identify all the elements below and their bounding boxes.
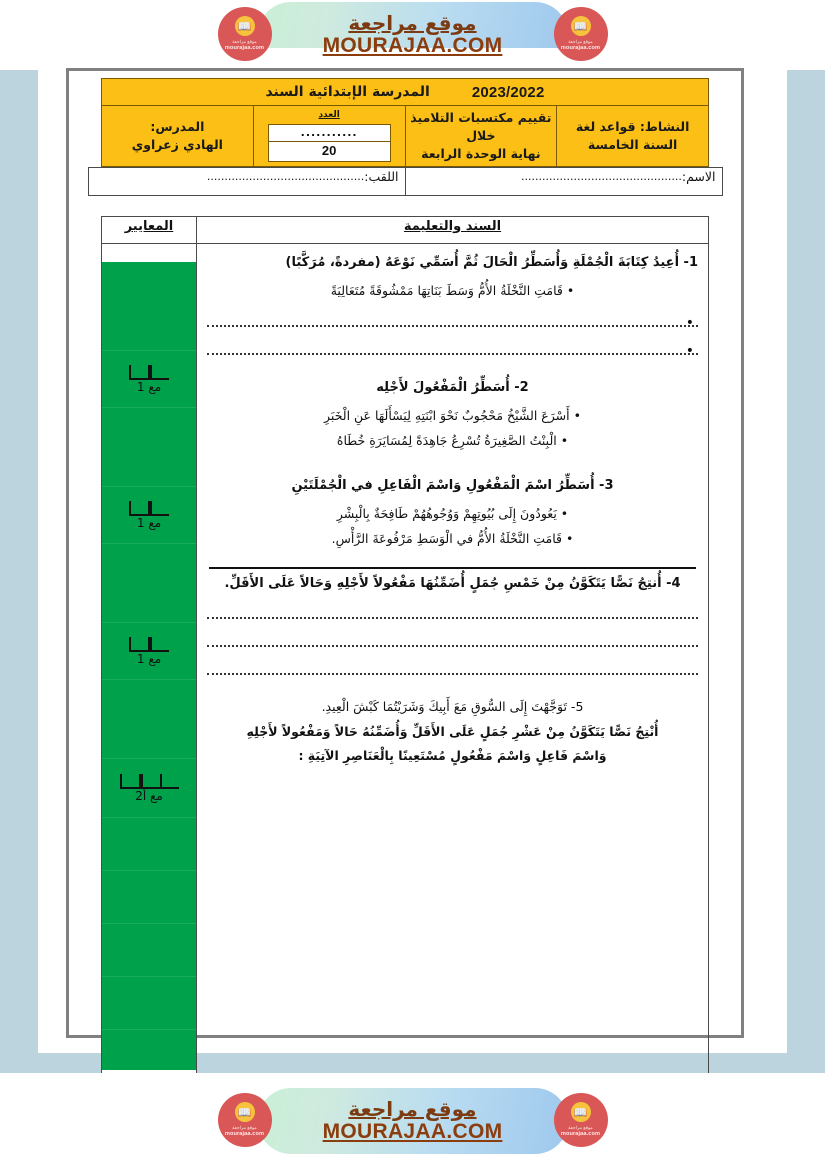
criteria-band-3[interactable] xyxy=(102,623,196,680)
mark-label-1: مع 1 xyxy=(136,379,162,394)
banner-site-url[interactable]: MOURAJAA.COM xyxy=(322,34,503,58)
criteria-band xyxy=(102,408,196,487)
question-3 xyxy=(207,475,698,551)
purpose-cell xyxy=(405,106,557,167)
mark-boxes[interactable] xyxy=(129,500,169,516)
student-identity-row xyxy=(88,167,723,196)
answer-line[interactable] xyxy=(207,645,698,647)
bullet-icon: • xyxy=(685,315,694,332)
logo-domain-label: mourajaa.com xyxy=(224,44,265,51)
mark-group-3[interactable] xyxy=(129,636,169,666)
question-5-title: 5- تَوَجَّهْتَ إِلَى السُّوقِ مَعَ أَبِيكَ وَشَرَيْتُمَا كَبْشَ الْعِيدِ. xyxy=(321,699,584,715)
mark-group-4[interactable] xyxy=(120,773,179,803)
criteria-green-strip xyxy=(102,262,196,1070)
teacher-cell xyxy=(102,106,254,167)
school-year-cell xyxy=(102,79,709,106)
logo-domain-label: mourajaa.com xyxy=(224,1130,265,1137)
score-input-box[interactable]: ........... xyxy=(268,124,391,142)
site-logo-left xyxy=(218,1093,272,1147)
question-2 xyxy=(207,377,698,453)
mark-boxes[interactable] xyxy=(120,773,179,789)
table-row xyxy=(102,106,709,167)
teacher-name: الهادي زعراوي xyxy=(131,137,223,152)
question-1-sentence-1: • قَامَتِ النَّخْلَةُ الأُمُّ وَسَطَ بَنَاتِهَا مَمْشُوقَةً مُتَعَالِيَةً xyxy=(330,283,575,299)
teacher-label: المدرس: xyxy=(150,118,205,134)
answer-line[interactable] xyxy=(207,315,698,332)
mark-boxes[interactable] xyxy=(129,364,169,380)
site-logo-right xyxy=(554,1093,608,1147)
question-5-line-1: أُنْتِجُ نَصًّا يَتَكَوَّنُ مِنْ عَشْرِ جُمَلٍ عَلَى الأَقَلِّ وَأُضَمِّنُهُ حَالاً وَمَفْعُولاً لأَجْلِهِ xyxy=(246,723,659,739)
criteria-band xyxy=(102,977,196,1030)
question-4-title: 4- أُنتِجُ نَصًّا يَتَكَوَّنُ مِنْ خَمْسِ جُمَلٍ أُضَمِّنُهَا مَفْعُولاً لأَجْلِهِ وَحَالاً عَلَى الأَقَلِّ. xyxy=(224,576,681,592)
exercise-table xyxy=(101,216,709,1097)
logo-arabic-label: موقع مراجعة xyxy=(568,1125,593,1131)
student-surname-dots: ............................................. xyxy=(206,170,365,183)
question-1 xyxy=(207,252,698,360)
student-name-dots: .............................................. xyxy=(521,170,682,183)
answer-line[interactable] xyxy=(207,343,698,360)
activity-line-1: النشاط: قواعد لغة xyxy=(575,118,690,134)
score-label: العدد xyxy=(318,110,340,120)
banner-site-url[interactable]: MOURAJAA.COM xyxy=(322,1120,503,1144)
question-3-sentence-1: • يَعُودُونَ إِلَى بُيُوتِهِمْ وَوُجُوهُهُمْ طَافِحَةٌ بِالْبِشْرِ xyxy=(336,506,569,522)
criteria-band xyxy=(102,544,196,623)
banner-strip xyxy=(218,1086,608,1156)
mark-boxes[interactable] xyxy=(129,636,169,652)
section-divider xyxy=(209,567,696,569)
activity-cell xyxy=(557,106,709,167)
criteria-band xyxy=(102,924,196,977)
table-row xyxy=(88,168,722,196)
student-name-label: الاسم: xyxy=(681,169,716,184)
book-icon: 📖 xyxy=(235,16,255,36)
site-logo-left xyxy=(218,7,272,61)
purpose-line-1: تقييم مكتسبات التلاميذ خلال xyxy=(410,109,552,143)
table-row xyxy=(102,244,709,1097)
student-name-field[interactable] xyxy=(405,168,722,196)
worksheet-frame xyxy=(66,68,744,1038)
mark-label-3: مع 1 xyxy=(136,651,162,666)
bullet-icon: • xyxy=(685,343,694,360)
answer-line[interactable] xyxy=(207,617,698,619)
criteria-band xyxy=(102,1030,196,1070)
header-info-table xyxy=(101,78,709,167)
banner-text xyxy=(323,1098,503,1144)
criteria-band-2[interactable] xyxy=(102,487,196,544)
question-1-title: 1- أُعِيدُ كِتَابَةَ الْجُمْلَةِ وَأُسَطِّرُ الْحَالَ ثُمَّ أُسَمِّي نَوْعَهُ (مفردةً، مُرَكَّبًا) xyxy=(285,255,698,270)
bottom-banner xyxy=(0,1073,825,1169)
content-column-header: السند والتعليمة xyxy=(197,217,709,244)
logo-arabic-label: موقع مراجعة xyxy=(232,39,257,45)
criteria-band xyxy=(102,262,196,351)
banner-text xyxy=(323,12,503,58)
book-icon: 📖 xyxy=(571,16,591,36)
book-icon: 📖 xyxy=(235,1102,255,1122)
school-year: 2023/2022 xyxy=(471,83,545,101)
banner-arabic-title: موقع مراجعة xyxy=(348,11,477,36)
school-name: المدرسة الإبتدائية السند xyxy=(265,84,430,100)
student-surname-label: اللقب: xyxy=(364,169,399,184)
logo-arabic-label: موقع مراجعة xyxy=(232,1125,257,1131)
exercise-content-column xyxy=(197,244,709,1097)
criteria-column-header: المعايير xyxy=(102,217,197,244)
question-3-sentence-2: • قَامَتِ النَّخْلَةُ الأُمُّ في الْوَسَطِ مَرْفُوعَةَ الرَّأْسِ. xyxy=(331,531,574,547)
question-2-sentence-2: • الْبِنْتُ الصَّغِيرَةُ تُسْرِعُ جَاهِدَةً لِمُسَايَرَةِ خُطَاهُ xyxy=(336,433,569,449)
score-cell xyxy=(253,106,405,167)
logo-domain-label: mourajaa.com xyxy=(560,1130,601,1137)
score-total-box: 20 xyxy=(268,142,391,162)
site-logo-right xyxy=(554,7,608,61)
criteria-band xyxy=(102,871,196,924)
criteria-column xyxy=(102,244,197,1097)
question-2-title: 2- أُسَطِّرُ الْمَفْعُولَ لأَجْلِه xyxy=(376,380,529,396)
criteria-band-4[interactable] xyxy=(102,759,196,818)
question-2-sentence-1: • أَسْرَعَ الشَّيْخُ مَحْجُوبٌ نَحْوَ ابْنَتِهِ لِيَسْأَلَهَا عَنِ الْخَبَرِ xyxy=(324,408,581,424)
question-4 xyxy=(207,573,698,675)
logo-domain-label: mourajaa.com xyxy=(560,44,601,51)
question-5 xyxy=(207,695,698,768)
question-3-title: 3- أُسَطِّرُ اسْمَ الْمَفْعُولِ وَاسْمَ الْفَاعِلِ في الْجُمْلَتَيْنِ xyxy=(291,478,614,494)
table-row xyxy=(102,79,709,106)
criteria-band-1[interactable] xyxy=(102,351,196,408)
criteria-band xyxy=(102,818,196,871)
criteria-band xyxy=(102,680,196,759)
activity-line-2: السنة الخامسة xyxy=(587,137,678,152)
mark-group-1[interactable] xyxy=(129,364,169,394)
student-surname-field[interactable] xyxy=(88,168,405,196)
mark-label-2: مع 1 xyxy=(136,515,162,530)
book-icon: 📖 xyxy=(571,1102,591,1122)
table-header-row xyxy=(102,217,709,244)
mark-label-4: مع أ2 xyxy=(135,788,163,803)
mark-group-2[interactable] xyxy=(129,500,169,530)
worksheet-page xyxy=(38,48,787,1053)
purpose-line-2: نهاية الوحدة الرابعة xyxy=(421,146,541,162)
question-5-line-2: وَاسْمَ فَاعِلٍ وَاسْمَ مَفْعُولٍ مُسْتَعِينًا بِالْعَنَاصِرِ الآتِيَةِ : xyxy=(298,748,607,764)
banner-arabic-title: موقع مراجعة xyxy=(348,1097,477,1122)
logo-arabic-label: موقع مراجعة xyxy=(568,39,593,45)
